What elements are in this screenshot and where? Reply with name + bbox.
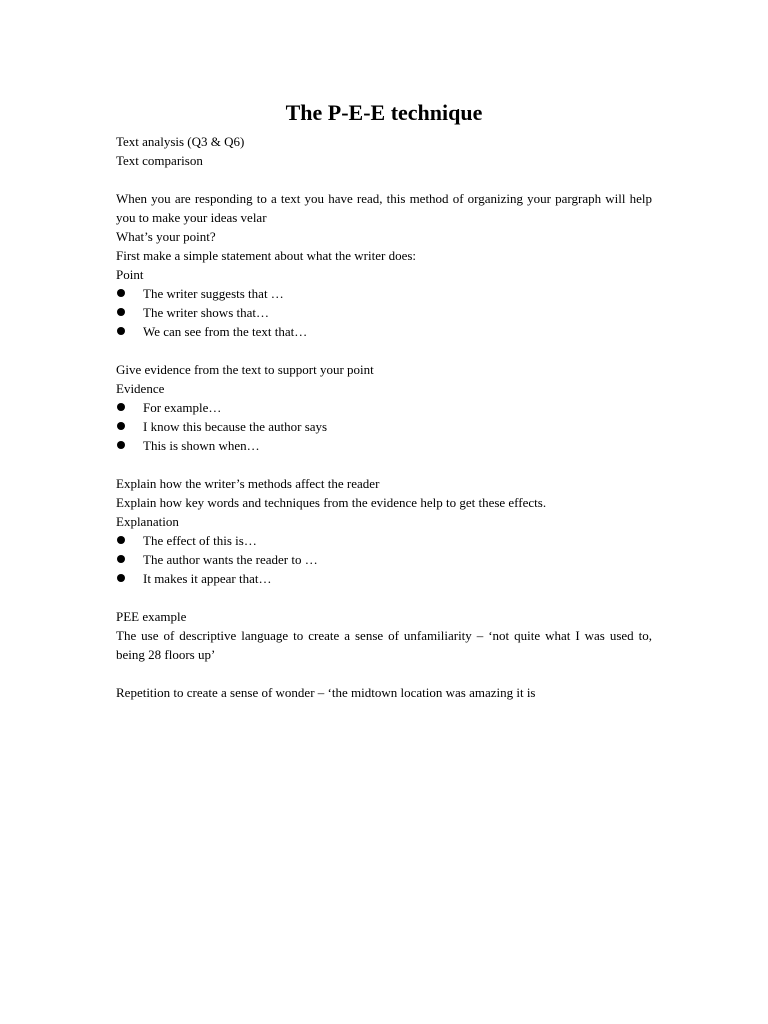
bullet-icon: [117, 308, 125, 316]
list-item: I know this because the author says: [116, 417, 652, 436]
bullet-icon: [117, 536, 125, 544]
subtitle-text-analysis: Text analysis (Q3 & Q6): [116, 134, 245, 149]
spacer: [116, 341, 652, 360]
explanation-heading: Explanation: [116, 514, 179, 529]
bullet-icon: [117, 422, 125, 430]
example-paragraph-2: Repetition to create a sense of wonder – ‘the midtown location was amazing it is: [116, 685, 536, 700]
list-item: We can see from the text that…: [116, 322, 652, 341]
point-list: [116, 284, 652, 341]
intro-paragraph: When you are responding to a text you have read, this method of organizing your pargraph will help you to make your ideas velar: [116, 191, 652, 225]
bullet-icon: [117, 327, 125, 335]
bullet-icon: [117, 555, 125, 563]
explanation-instruction-2: Explain how key words and techniques from the evidence help to get these effects.: [116, 495, 547, 510]
spacer: [116, 664, 652, 683]
evidence-heading: Evidence: [116, 381, 165, 396]
example-heading: PEE example: [116, 609, 187, 624]
list-item: It makes it appear that…: [116, 569, 652, 588]
point-instruction: First make a simple statement about what the writer does:: [116, 248, 417, 263]
bullet-icon: [117, 441, 125, 449]
spacer: [116, 588, 652, 607]
subtitle-text-comparison: Text comparison: [116, 153, 203, 168]
explanation-list: [116, 531, 652, 588]
bullet-icon: [117, 289, 125, 297]
example-paragraph-1: The use of descriptive language to create a sense of unfamiliarity – ‘not quite what I was used to, being 28 floors up’: [116, 628, 652, 662]
evidence-instruction: Give evidence from the text to support your point: [116, 362, 374, 377]
spacer: [116, 455, 652, 474]
spacer: [116, 170, 652, 189]
list-item: The author wants the reader to …: [116, 550, 652, 569]
evidence-list: [116, 398, 652, 455]
list-item: The writer shows that…: [116, 303, 652, 322]
document-title: The P-E-E technique: [285, 100, 483, 125]
point-question: What’s your point?: [116, 229, 216, 244]
list-item: For example…: [116, 398, 652, 417]
list-item: The effect of this is…: [116, 531, 652, 550]
list-item: The writer suggests that …: [116, 284, 652, 303]
document-page: [116, 96, 652, 702]
bullet-icon: [117, 403, 125, 411]
bullet-icon: [117, 574, 125, 582]
list-item: This is shown when…: [116, 436, 652, 455]
explanation-instruction-1: Explain how the writer’s methods affect the reader: [116, 476, 380, 491]
point-heading: Point: [116, 267, 144, 282]
